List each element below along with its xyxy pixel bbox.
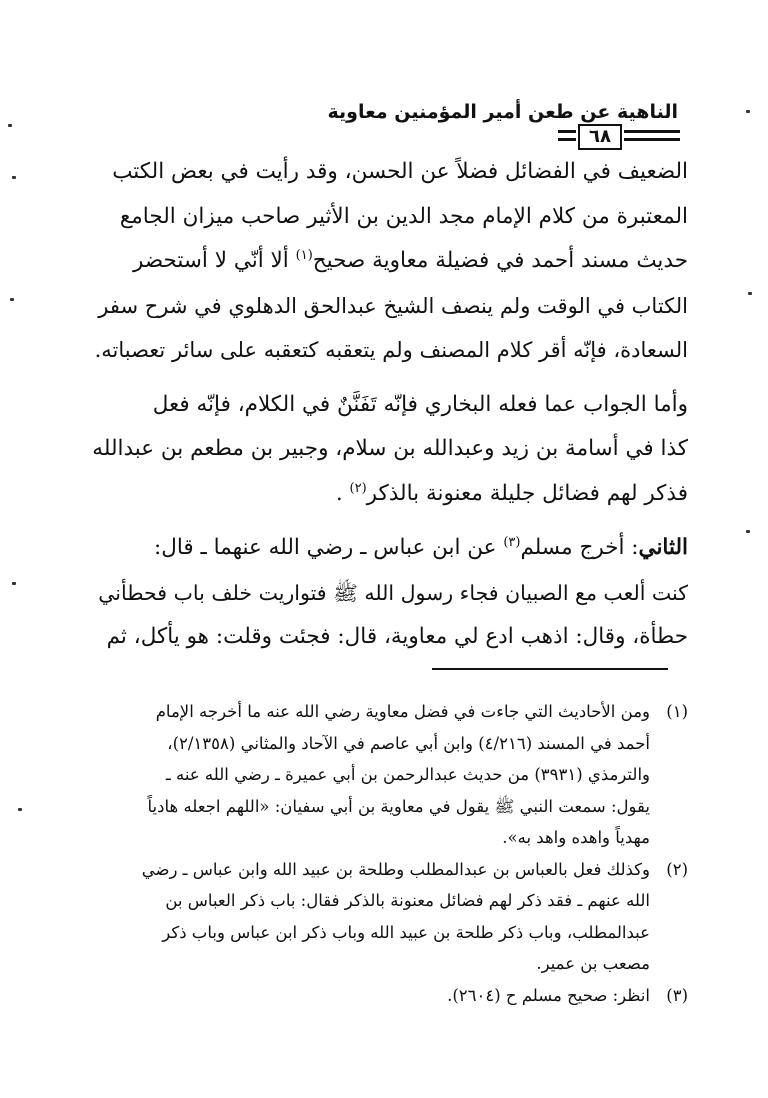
- header-rule: [624, 138, 680, 141]
- footnote-number: (١): [666, 702, 688, 721]
- paragraph-2: [92, 383, 688, 517]
- text-line: فذكر لهم فضائل جليلة معنونة بالذكر$^{(٢)}$ .: [335, 480, 688, 506]
- scan-speck: [746, 110, 750, 113]
- scan-speck: [8, 124, 12, 127]
- scan-speck: [12, 582, 16, 585]
- running-header-title: الناهية عن طعن أمير المؤمنين معاوية: [327, 101, 678, 123]
- footnotes: [92, 696, 688, 1011]
- footnote-line: عبدالمطلب، وباب ذكر طلحة بن عبيد الله وباب ذكر ابن عباس وباب ذكر: [162, 922, 650, 942]
- header-rule: [624, 130, 680, 133]
- section-label: الثاني: [638, 535, 688, 560]
- text-line: الكتاب في الوقت ولم ينصف الشيخ عبدالحق الدهلوي في شرح سفر: [98, 293, 688, 318]
- footnote-text: [92, 980, 650, 1012]
- footnote-line: انظر: صحيح مسلم ح (٢٦٠٤).: [447, 985, 650, 1005]
- text-line: حطأة، وقال: اذهب ادع لي معاوية، قال: فجئت وقلت: هو يأكل، ثم: [106, 624, 688, 649]
- footnote-text: [92, 696, 650, 854]
- footnote-number: (٢): [666, 859, 688, 879]
- footnote-line: مهدياً واهده واهد به».: [502, 828, 650, 847]
- page-number: ٦٨: [578, 124, 622, 150]
- scan-speck: [10, 298, 14, 301]
- text-line: كذا في أسامة بن زيد وعبدالله بن سلام، وجبير بن مطعم بن عبدالله: [92, 436, 688, 461]
- footnote-text: [92, 854, 650, 980]
- footnote-line: والترمذي (٣٩٣١) من حديث عبدالرحمن بن أبي عميرة ـ رضي الله عنه ـ: [165, 765, 650, 784]
- text-span: : أخرج مسلم: [520, 535, 639, 560]
- footnote-3: [92, 980, 688, 1012]
- footnote-line: الله عنهم ـ فقد ذكر لهم فضائل معنونة بالذكر فقال: باب ذكر العباس بن: [165, 891, 650, 910]
- main-text: [92, 150, 688, 660]
- footnote-line: أحمد في المسند (٤/٢١٦) وابن أبي عاصم في الآحاد والمثاني (٢/١٣٥٨)،: [167, 733, 650, 753]
- footnote-1: [92, 696, 688, 854]
- paragraph-3: [92, 526, 688, 660]
- text-line: الضعيف في الفضائل فضلاً عن الحسن، وقد رأيت في بعض الكتب: [112, 159, 688, 184]
- text-line: [92, 526, 688, 571]
- footnote-number: (٣): [666, 985, 688, 1005]
- scan-speck: [18, 808, 22, 811]
- text-line: السعادة، فإنّه أقر كلام المصنف ولم يتعقبه كتعقبه على سائر تعصباته.: [94, 338, 688, 362]
- footnote-line: ومن الأحاديث التي جاءت في فضل معاوية رضي الله عنه ما أخرجه الإمام: [155, 702, 650, 721]
- text-span: فذكر لهم فضائل جليلة معنونة بالذكر: [366, 480, 688, 506]
- footnote-2: [92, 854, 688, 980]
- scan-speck: [12, 176, 16, 179]
- text-span: حديث مسند أحمد في فضيلة معاوية صحيح: [312, 248, 688, 273]
- header-rule: [558, 130, 576, 133]
- footnote-line: وكذلك فعل بالعباس بن عبدالمطلب وطلحة بن عبيد الله وابن عباس ـ رضي: [141, 859, 650, 879]
- footnote-ref[interactable]: (٢): [349, 480, 367, 496]
- text-line: وأما الجواب عما فعله البخاري فإنّه تَفَنَّنٌ في الكلام، فإنّه فعل: [152, 391, 688, 417]
- text-line: [92, 239, 688, 284]
- footnote-separator: [432, 668, 668, 670]
- footnote-line: مصعب بن عمير.: [536, 954, 650, 973]
- footnote-line: يقول: سمعت النبي ﷺ يقول في معاوية بن أبي سفيان: «اللهم اجعله هادياً: [147, 796, 650, 816]
- text-line: كنت ألعب مع الصبيان فجاء رسول الله ﷺ فتواريت خلف باب فحطأني: [98, 580, 688, 605]
- header-rule: [558, 138, 576, 141]
- scan-speck: [746, 530, 750, 533]
- text-line: المعتبرة من كلام الإمام مجد الدين بن الأثير صاحب ميزان الجامع: [119, 203, 688, 229]
- footnote-ref[interactable]: (٣): [503, 534, 521, 550]
- paragraph-1: [92, 150, 688, 373]
- footnote-ref[interactable]: (١): [295, 247, 313, 263]
- text-span: عن ابن عباس ـ رضي الله عنهما ـ قال:: [153, 535, 497, 560]
- text-span: ألا أنّي لا أستحضر: [133, 248, 289, 273]
- scan-speck: [748, 292, 752, 295]
